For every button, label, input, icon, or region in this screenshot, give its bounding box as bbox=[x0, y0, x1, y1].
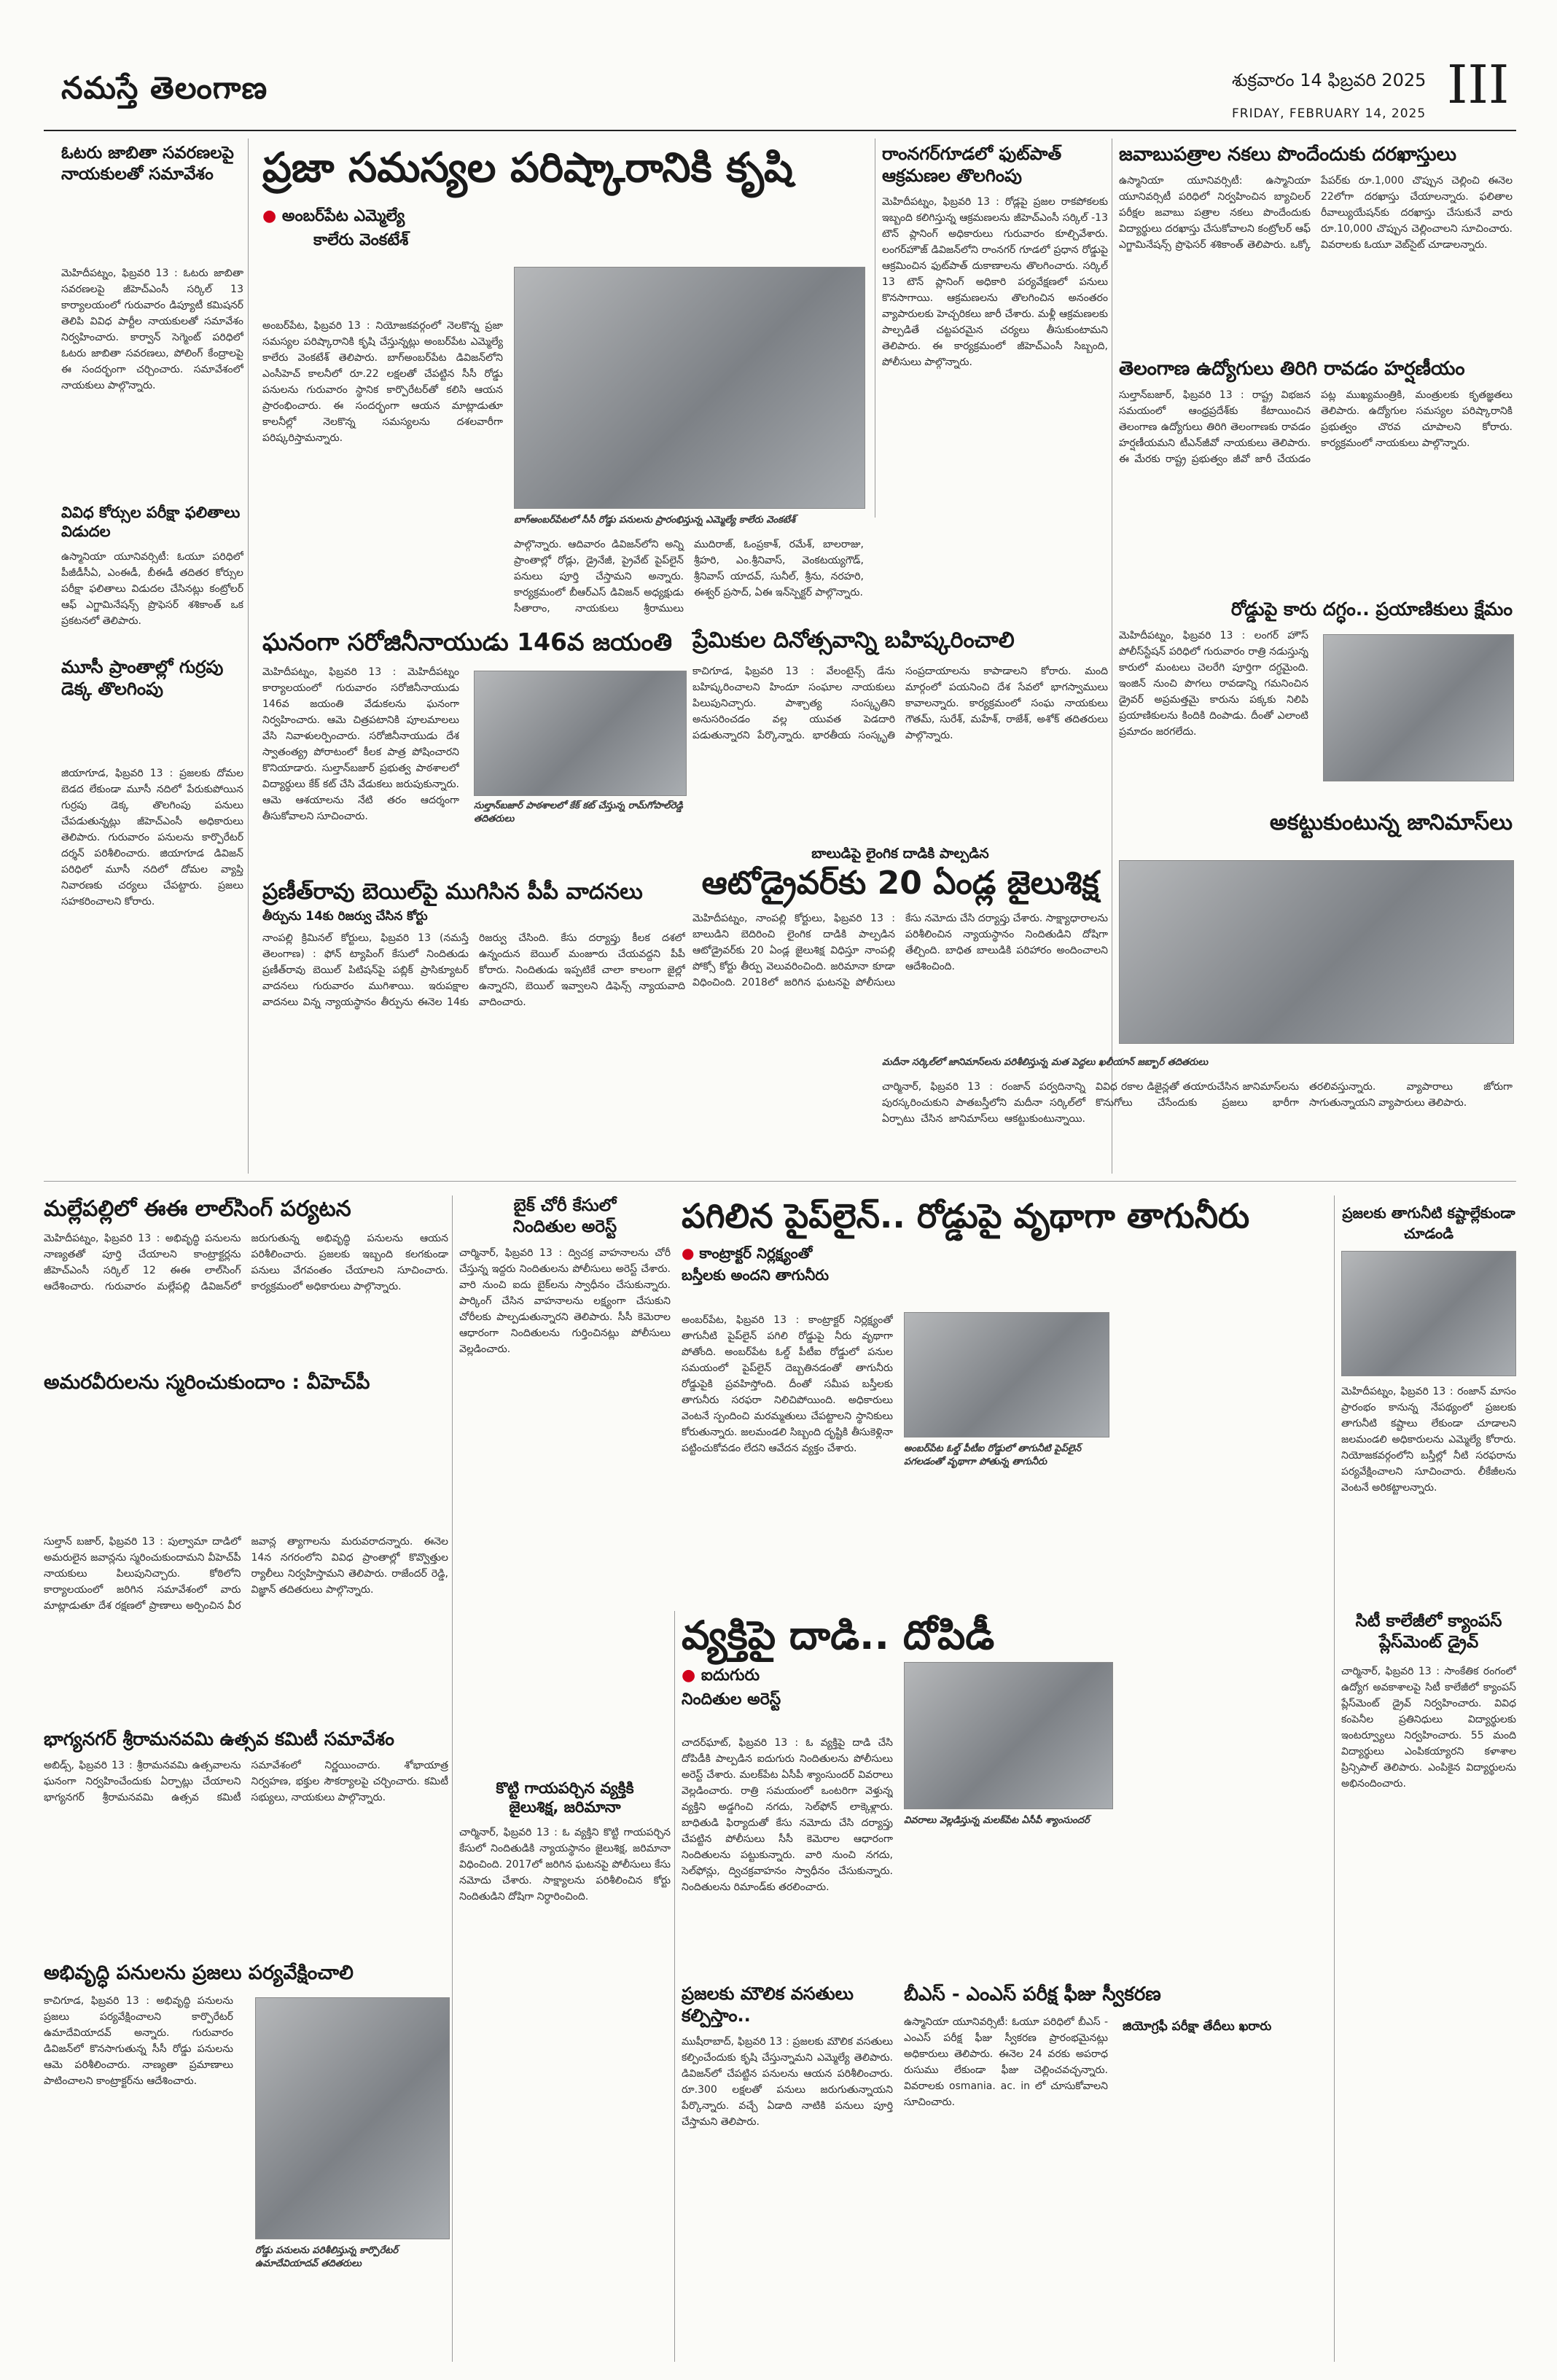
article-bsms bbox=[904, 1983, 1330, 2189]
article-body: ఉస్మానియా యూనివర్సిటీ: ఉస్మానియా యూనివర్సిటీ పరిధిలో నిర్వహించిన బ్యాచిలర్ పరీక్షల జవాబు పత్రాల నకలు పొందేందుకు విద్యార్థులు దరఖాస్తు చేసుకోవాలని కంట్రోలర్ ఆఫ్ ఎగ్జామినేషన్స్ ప్రొఫెసర్ శశికాంత్ తెలిపారు. ఒక్కో పేపర్‌కు రూ.1,000 చొప్పున చెల్లించి ఈనెల 22లోగా దరఖాస్తు చేయాలన్నారు. ఫలితాల రీవాల్యుయేషన్‌కు దరఖాస్తు చేసుకునే వారు రూ.10,000 చొప్పున చెల్లించాలని సూచించారు. వివరాలకు ఓయూ వెబ్‌సైట్ చూడాలన్నారు. bbox=[1119, 174, 1513, 251]
article-mallepally bbox=[44, 1195, 448, 1343]
photo-caption: అంబర్‌పేట ఓల్డ్ పీటీఐ రోడ్డులో తాగునీటి పైప్‌లైన్ పగలడంతో వృథాగా పోతున్న తాగునీరు bbox=[904, 1443, 1082, 1467]
article-body: కాచిగూడ, ఫిబ్రవరి 13 : అభివృద్ధి పనులను ప్రజలు పర్యవేక్షించాలని కార్పొరేటర్ ఉమాదేవియాదవ్ అన్నారు. గురువారం డివిజన్‌లో కొనసాగుతున్న సీసీ రోడ్డు పనులను ఆమె పరిశీలించారు. నాణ్యతా ప్రమాణాలు పాటించాలని కాంట్రాక్టర్‌ను ఆదేశించారు. bbox=[44, 1994, 233, 2087]
article-body: చార్మినార్, ఫిబ్రవరి 13 : ఓ వ్యక్తిని కొట్టి గాయపర్చిన కేసులో నిందితుడికి న్యాయస్థానం జైలుశిక్ష, జరిమానా విధించింది. 2017లో జరిగిన ఘటనపై పోలీసులు కేసు నమోదు చేశారు. సాక్ష్యాలను పరిశీలించిన కోర్టు నిందితుడిని దోషిగా నిర్ధారించింది. bbox=[459, 1826, 671, 1903]
article-body: మెహిదీపట్నం, ఫిబ్రవరి 13 : అభివృద్ధి పనులను నాణ్యతతో పూర్తి చేయాలని కాంట్రాక్టర్లను జీహెచ్ఎంసీ సర్కిల్ 12 ఈఈ లాల్‌సింగ్ ఆదేశించారు. గురువారం మల్లేపల్లి డివిజన్‌లో జరుగుతున్న అభివృద్ధి పనులను ఆయన పరిశీలించారు. ప్రజలకు ఇబ్బంది కలగకుండా పనులు వేగవంతం చేయాలని సూచించారు. కార్యక్రమంలో అధికారులు పాల్గొన్నారు. bbox=[44, 1232, 448, 1292]
article-pp bbox=[262, 878, 685, 1193]
byline: ● ఐదుగురు నిందితుల అరెస్ట్ bbox=[682, 1666, 781, 1709]
article-body: జియాగూడ, ఫిబ్రవరి 13 : ప్రజలకు దోమల బెడద లేకుండా మూసీ నదిలో పేరుకుపోయిన గుర్రపు డెక్క తొలగింపు పనులు చేపడుతున్నట్లు జీహెచ్ఎంసీ అధికారులు తెలిపారు. గురువారం పనులను కార్పొరేటర్ దర్శన్ పరిశీలించారు. జియాగూడ డివిజన్ పరిధిలో మూసీ నదిలో దోమల వ్యాప్తి నివారణకు చర్యలు చేపట్టారు. ప్రజలు సహకరించాలని కోరారు. bbox=[61, 768, 243, 908]
article-footpath bbox=[882, 143, 1108, 485]
byline: ● అంబర్‌పేట ఎమ్మెల్యే కాలేరు వెంకటేశ్ bbox=[262, 207, 409, 249]
main-headline: ప్రజా సమస్యల పరిష్కారానికి కృషి bbox=[262, 144, 793, 192]
article-valentines bbox=[692, 627, 1108, 853]
column-divider bbox=[674, 1611, 675, 2362]
article-body: చార్మినార్, ఫిబ్రవరి 13 : సాంకేతిక రంగంలో ఉద్యోగ అవకాశాలపై సిటీ కాలేజీలో క్యాంపస్ ప్లేస్‌మెంట్ డ్రైవ్ నిర్వహించారు. వివిధ కంపెనీల ప్రతినిధులు విద్యార్థులకు ఇంటర్వ్యూలు నిర్వహించారు. 55 మంది విద్యార్థులు ఎంపికయ్యారని కళాశాల ప్రిన్సిపాల్ తెలిపారు. ఎంపికైన విద్యార్థులను అభినందించారు. bbox=[1341, 1665, 1516, 1790]
article-body: చాదర్‌ఘాట్, ఫిబ్రవరి 13 : ఓ వ్యక్తిపై దాడి చేసి దోపిడీకి పాల్పడిన ఐదుగురు నిందితులను పోలీసులు అరెస్ట్ చేశారు. మలక్‌పేట ఏసీపీ శ్యాంసుందర్ వివరాలు వెల్లడించారు. రాత్రి సమయంలో ఒంటరిగా వెళ్తున్న వ్యక్తిని అడ్డగించి నగదు, సెల్‌ఫోన్ లాక్కెళ్లారు. బాధితుడి ఫిర్యాదుతో కేసు నమోదు చేసి దర్యాప్తు చేపట్టిన పోలీసులు సీసీ కెమెరాల ఆధారంగా నిందితులను పట్టుకున్నారు. వారి నుంచి నగదు, సెల్‌ఫోన్లు, ద్విచక్రవాహనం స్వాధీనం చేసుకున్నారు. నిందితులను రిమాండ్‌కు తరలించారు. bbox=[682, 1737, 893, 1893]
photo-sarojini bbox=[474, 671, 687, 796]
article-body: చార్మినార్, ఫిబ్రవరి 13 : ద్విచక్ర వాహనాలను చోరీ చేస్తున్న ఇద్దరు నిందితులను పోలీసులు అరెస్ట్ చేశారు. వారి నుంచి ఐదు బైక్‌లను స్వాధీనం చేసుకున్నారు. పార్కింగ్ చేసిన వాహనాలను లక్ష్యంగా చేసుకుని చోరీలకు పాల్పడుతున్నారని తెలిపారు. సీసీ కెమెరాల ఆధారంగా నిందితులను గుర్తించినట్లు పోలీసులు వెల్లడించారు. bbox=[459, 1246, 671, 1355]
photo-caption: బాగ్‌అంబర్‌పేటలో సీసీ రోడ్డు పనులను ప్రారంభిస్తున్న ఎమ్మెల్యే కాలేరు వెంకటేశ్ bbox=[514, 515, 796, 526]
article-musi bbox=[61, 656, 243, 1086]
article-employees bbox=[1119, 357, 1513, 588]
subhead: తీర్పును 14కు రిజర్వు చేసిన కోర్టు bbox=[262, 908, 428, 924]
headline: బీఎస్ - ఎంఎస్ పరీక్ష ఫీజు స్వీకరణ bbox=[904, 1983, 1161, 2005]
headline: జవాబుపత్రాల నకలు పొందేందుకు దరఖాస్తులు bbox=[1119, 144, 1456, 165]
bullet-icon: ● bbox=[682, 1666, 696, 1685]
headline: మల్లేపల్లిలో ఈఈ లాల్‌సింగ్ పర్యటన bbox=[44, 1196, 351, 1222]
masthead-name: నమస్తే తెలంగాణ bbox=[61, 70, 268, 106]
article-pipeline bbox=[682, 1195, 1330, 1467]
headline: ఆటోడ్రైవర్‌కు 20 ఏండ్ల జైలుశిక్ష bbox=[701, 864, 1099, 902]
article-sarojini bbox=[262, 627, 685, 883]
pull-quote: ప్రజలకు తాగునీటి కష్టాల్లేకుండా చూడండి bbox=[1342, 1204, 1515, 1242]
photo-caption: మదీనా సర్కిల్‌లో జానిమాస్‌లను పరిశీలిస్తున్న మత పెద్దలు ఖలీయాన్ జబ్బార్ తదితరులు bbox=[882, 1057, 1209, 1068]
article-answer-sheets bbox=[1119, 143, 1513, 329]
article-works bbox=[44, 1961, 448, 2269]
subhead: నిందితుల అరెస్ట్ bbox=[512, 1217, 617, 1236]
article-body: మెహిదీపట్నం, నాంపల్లి కోర్టులు, ఫిబ్రవరి 13 : బాలుడిని బెదిరించి లైంగిక దాడికి పాల్పడిన ఆటోడ్రైవర్‌కు 20 ఏండ్ల జైలుశిక్ష విధిస్తూ నాంపల్లి పోక్సో కోర్టు తీర్పు వెలువరించింది. జరిమానా కూడా విధించింది. 2018లో జరిగిన ఘటనపై పోలీసులు కేసు నమోదు చేసి దర్యాప్తు చేశారు. సాక్ష్యాధారాలను పరిశీలించిన న్యాయస్థానం నిందితుడిని దోషిగా తేల్చింది. బాధిత బాలుడికి పరిహారం అందించాలని ఆదేశించింది. bbox=[692, 912, 1108, 988]
photo-works bbox=[255, 1997, 450, 2239]
headline: ఘనంగా సరోజినీనాయుడు 146వ జయంతి bbox=[262, 628, 673, 656]
article-body: ఉస్మానియా యూనివర్సిటీ: ఓయూ పరిధిలో పీజీడీసీఏ, ఎంఈడీ, బీఈడీ తదితర కోర్సుల పరీక్షా ఫలితాలు విడుదల చేసినట్లు కంట్రోలర్ ఆఫ్ ఎగ్జామినేషన్స్ ప్రొఫెసర్ శశికాంత్ ఒక ప్రకటనలో తెలిపారు. bbox=[61, 550, 243, 627]
article-body: మెహిదీపట్నం, ఫిబ్రవరి 13 : లంగర్ హౌస్ పోలీస్‌స్టేషన్ పరిధిలో గురువారం రాత్రి నడుస్తున్న కారులో మంటలు చెలరేగి పూర్తిగా దగ్ధమైంది. ఇంజిన్ నుంచి పొగలు రావడాన్ని గమనించిన డ్రైవర్ అప్రమత్తమై కారును పక్కకు నిలిపి ప్రయాణికులను కిందికి దింపాడు. దీంతో ఎలాంటి ప్రమాదం జరగలేదు. bbox=[1119, 630, 1308, 738]
article-basic-amenities bbox=[682, 1983, 893, 2347]
subhead: జైలుశిక్ష, జరిమానా bbox=[509, 1798, 621, 1817]
header-date-english: FRIDAY, FEBRUARY 14, 2025 bbox=[1232, 106, 1427, 121]
column-divider bbox=[1334, 1195, 1335, 2362]
headline: బైక్ చోరీ కేసులో bbox=[513, 1196, 617, 1215]
article-body: చార్మినార్, ఫిబ్రవరి 13 : రంజాన్ పర్వదినాన్ని పురస్కరించుకుని పాతబస్తీలోని మదీనా సర్కిల్‌లో ఏర్పాటు చేసిన జానిమాస్‌లు ఆకట్టుకుంటున్నాయి. వివిధ రకాల డిజైన్లతో తయారుచేసిన జానిమాస్‌లను కొనుగోలు చేసేందుకు ప్రజలు భారీగా తరలివస్తున్నారు. వ్యాపారాలు జోరుగా సాగుతున్నాయని వ్యాపారులు తెలిపారు. bbox=[882, 1081, 1513, 1125]
article-body: ముషీరాబాద్, ఫిబ్రవరి 13 : ప్రజలకు మౌలిక వసతులు కల్పించేందుకు కృషి చేస్తున్నామని ఎమ్మెల్యే తెలిపారు. డివిజన్‌లో చేపట్టిన పనులను ఆయన పరిశీలించారు. రూ.300 లక్షలతో పనులు జరుగుతున్నాయని పేర్కొన్నారు. వచ్చే ఏడాది నాటికి పనులు పూర్తి చేస్తామని తెలిపారు. bbox=[682, 2036, 893, 2128]
headline: అమరవీరులను స్మరించుకుందాం : వీహెచ్‌పీ bbox=[44, 1371, 370, 1394]
headline: మూసీ ప్రాంతాల్లో గుర్రపు డెక్క తొలగింపు bbox=[61, 657, 224, 699]
article-body: అబిడ్స్, ఫిబ్రవరి 13 : శ్రీరామనవమి ఉత్సవాలను ఘనంగా నిర్వహించేందుకు ఏర్పాట్లు చేయాలని భాగ్యనగర్ శ్రీరామనవమి ఉత్సవ కమిటీ సమావేశంలో నిర్ణయించారు. శోభాయాత్ర నిర్వహణ, భక్తుల సౌకర్యాలపై చర్చించారు. కమిటీ సభ్యులు, నాయకులు పాల్గొన్నారు. bbox=[44, 1760, 448, 1804]
article-body: పాల్గొన్నారు. ఆదివారం డివిజన్‌లోని అన్ని ప్రాంతాల్లో రోడ్లు, డ్రైనేజీ, ప్రైవేట్ పైప్‌లైన్ పనులు పూర్తి చేస్తామని అన్నారు. కార్యక్రమంలో బీఆర్ఎస్ డివిజన్ అధ్యక్షుడు సీతారాం, నాయకులు శ్రీరాములు ముదిరాజ్, ఓంప్రకాశ్, రమేశ్, బాలరాజు, శ్రీహరి, ఎం.శ్రీనివాస్, వెంకటయ్యగౌడ్, శ్రీనివాస్ యాదవ్, సునీల్, శ్రీను, నరహరి, ఈశ్వర్ ప్రసాద్, ఏఈ ఇన్‌స్పెక్టర్ పాల్గొన్నారు. bbox=[514, 539, 864, 614]
article-body: సుల్తాన్ బజార్, ఫిబ్రవరి 13 : పుల్వామా దాడిలో అమరులైన జవాన్లను స్మరించుకుందామని వీహెచ్‌పీ నాయకులు పిలుపునిచ్చారు. కోఠిలోని కార్యాలయంలో జరిగిన సమావేశంలో వారు మాట్లాడుతూ దేశ రక్షణలో ప్రాణాలు అర్పించిన వీర జవాన్ల త్యాగాలను మరువరాదన్నారు. ఈనెల 14న నగరంలోని వివిధ ప్రాంతాల్లో కొవ్వొత్తుల ర్యాలీలు నిర్వహిస్తామని తెలిపారు. రాజేందర్ రెడ్డి, విజ్ఞాన్ తదితరులు పాల్గొన్నారు. bbox=[44, 1535, 448, 1612]
article-body: నాంపల్లి క్రిమినల్ కోర్టులు, ఫిబ్రవరి 13 (నమస్తే తెలంగాణ) : ఫోన్ ట్యాపింగ్ కేసులో నిందితుడు ప్రణీత్‌రావు బెయిల్ పిటిషన్‌పై పబ్లిక్ ప్రాసిక్యూటర్ వాదనలు గురువారం ముగిశాయి. ఇరుపక్షాల వాదనలు విన్న న్యాయస్థానం తీర్పును ఈనెల 14కు రిజర్వు చేసింది. కేసు దర్యాప్తు కీలక దశలో ఉన్నందున బెయిల్ మంజూరు చేయవద్దని పీపీ కోరారు. నిందితుడు ఇప్పటికే చాలా కాలంగా జైల్లో ఉన్నారని, బెయిల్ ఇవ్వాలని డిఫెన్స్ న్యాయవాది వాదించారు. bbox=[262, 932, 685, 1008]
headline: వ్యక్తిపై దాడి.. దోపిడీ bbox=[682, 1612, 995, 1658]
article-body: మెహిదీపట్నం, ఫిబ్రవరి 13 : మెహిదీపట్నం కార్యాలయంలో గురువారం సరోజినీనాయుడు 146వ జయంతి వేడుకలను ఘనంగా నిర్వహించారు. ఆమె చిత్రపటానికి పూలమాలలు వేసి నివాళులర్పించారు. సరోజినీనాయుడు దేశ స్వాతంత్య్ర పోరాటంలో కీలక పాత్ర పోషించారని కొనియాడారు. సుల్తాన్‌బజార్ ప్రభుత్వ పాఠశాలలో విద్యార్థులు కేక్ కట్ చేసి వేడుకలు జరుపుకున్నారు. ఆమె ఆశయాలను నేటి తరం ఆదర్శంగా తీసుకోవాలని సూచించారు. bbox=[262, 666, 459, 823]
article-campus bbox=[1341, 1611, 1516, 2319]
article-bike bbox=[459, 1195, 671, 1551]
photo-mla bbox=[514, 267, 865, 509]
article-body: సుల్తాన్‌బజార్, ఫిబ్రవరి 13 : రాష్ట్ర విభజన సమయంలో ఆంధ్రప్రదేశ్‌కు కేటాయించిన తెలంగాణ ఉద్యోగులు తిరిగి తెలంగాణకు రావడం హర్షణీయమని టీఎన్‌జీవో నాయకులు తెలిపారు. ఈ మేరకు రాష్ట్ర ప్రభుత్వం జీవో జారీ చేయడం పట్ల ముఖ్యమంత్రికి, మంత్రులకు కృతజ్ఞతలు తెలిపారు. ఉద్యోగుల సమస్యల పరిష్కారానికి ప్రభుత్వం చొరవ చూపాలని కోరారు. కార్యక్రమంలో నాయకులు పాల్గొన్నారు. bbox=[1119, 389, 1513, 465]
header-date-telugu: శుక్రవారం 14 ఫిబ్రవరి 2025 bbox=[1232, 70, 1427, 90]
article-courses bbox=[61, 503, 243, 658]
headline: ఆక్రమణల తొలగింపు bbox=[882, 165, 1022, 186]
article-jail bbox=[459, 1779, 671, 1985]
column-divider bbox=[248, 138, 249, 1174]
photo-caption: సుల్తాన్‌బజార్ పాఠశాలలో కేక్ కట్ చేస్తున్న రామ్‌గోపాల్‌రెడ్డి తదితరులు bbox=[474, 800, 683, 824]
article-quote bbox=[1341, 1203, 1516, 1573]
photo-car bbox=[1323, 634, 1514, 781]
article-body: అంబర్‌పేట, ఫిబ్రవరి 13 : నియోజకవర్గంలో నెలకొన్న ప్రజా సమస్యల పరిష్కారానికి కృషి చేస్తున్నట్లు అంబర్‌పేట ఎమ్మెల్యే కాలేరు వెంకటేశ్ తెలిపారు. బాగ్‌అంబర్‌పేట డివిజన్‌లోని ఎంసీహెచ్ కాలనీలో రూ.22 లక్షలతో చేపట్టిన సీసీ రోడ్డు పనులను గురువారం స్థానిక కార్పొరేటర్‌తో కలిసి ఆయన ప్రారంభించారు. ఈ సందర్భంగా ఆయన మాట్లాడుతూ కాలనీల్లో నెలకొన్న సమస్యలను దశలవారీగా పరిష్కరిస్తామన్నారు. bbox=[262, 320, 503, 444]
headline: తెలంగాణ ఉద్యోగులు తిరిగి రావడం హర్షణీయం bbox=[1119, 358, 1465, 380]
headline: ప్రణీత్‌రావు బెయిల్‌పై ముగిసిన పీపీ వాదనలు bbox=[262, 879, 643, 905]
photo-robbery bbox=[904, 1662, 1113, 1809]
article-body: మెహిదీపట్నం, ఫిబ్రవరి 13 : రోడ్లపై ప్రజల రాకపోకలకు ఇబ్బంది కలిగిస్తున్న ఆక్రమణలను జీహెచ్ఎంసీ సర్కిల్ -13 టౌన్ ప్లానింగ్ అధికారులు గురువారం కూల్చివేశారు. లంగర్‌హౌజ్ డివిజన్‌లోని రాంనగర్ గూడలో ప్రధాన రోడ్డుపై ఆక్రమించిన ఫుట్‌పాత్ దుకాణాలను తొలగించారు. సర్కిల్ 13 టౌన్ ప్లానింగ్ అధికారి పర్యవేక్షణలో పనులు కొనసాగాయి. ఆక్రమణలను తొలగించిన అనంతరం వ్యాపారులకు హెచ్చరికలు జారీ చేశారు. మళ్లీ ఆక్రమణలకు పాల్పడితే చట్టపరమైన చర్యలు తీసుకుంటామని తెలిపారు. ఈ కార్యక్రమంలో జీహెచ్ఎంసీ సిబ్బంది, పోలీసులు పాల్గొన్నారు. bbox=[882, 196, 1108, 368]
headline: ప్రజలకు మౌలిక వసతులు కల్పిస్తాం.. bbox=[682, 1983, 854, 2026]
headline: వివిధ కోర్సుల పరీక్షా ఫలితాలు విడుదల bbox=[61, 504, 241, 541]
page-number: III bbox=[1447, 54, 1510, 115]
headline: అభివృద్ధి పనులను ప్రజలు పర్యవేక్షించాలి bbox=[44, 1962, 354, 1984]
kicker: బాలుడిపై లైంగిక దాడికి పాల్పడిన bbox=[811, 846, 989, 862]
column-divider bbox=[452, 1195, 453, 2362]
headline: ప్రేమికుల దినోత్సవాన్ని బహిష్కరించాలి bbox=[692, 628, 1015, 653]
article-main bbox=[262, 143, 867, 614]
headline: రాంనగర్‌గూడలో ఫుట్‌పాత్ bbox=[882, 144, 1062, 164]
article-martyrs bbox=[44, 1370, 448, 1701]
headline: ఓటరు జాబితా సవరణలపై నాయకులతో సమావేశం bbox=[61, 144, 234, 184]
headline: కొట్టి గాయపర్చిన వ్యక్తికి bbox=[496, 1779, 634, 1797]
headline: సిటీ కాలేజీలో క్యాంపస్ ప్లేస్‌మెంట్ డ్రైవ్ bbox=[1355, 1612, 1502, 1652]
article-body: కాచిగూడ, ఫిబ్రవరి 13 : వేలంటైన్స్ డేను బహిష్కరించాలని హిందూ సంఘాల నాయకులు పిలుపునిచ్చారు. పాశ్చాత్య సంస్కృతిని అనుసరించడం వల్ల యువత పెడదారి పడుతున్నారని పేర్కొన్నారు. భారతీయ సంస్కృతి సంప్రదాయాలను కాపాడాలని కోరారు. మంది మార్గంలో పయనించి దేశ సేవలో భాగస్వాములు కావాలన్నారు. కార్యక్రమంలో సంఘ నాయకులు గౌతమ్, సురేశ్, మహేశ్, రాజేశ్, అశోక్ తదితరులు పాల్గొన్నారు. bbox=[692, 665, 1108, 741]
article-robbery bbox=[682, 1611, 1330, 1893]
article-body: అంబర్‌పేట, ఫిబ్రవరి 13 : కాంట్రాక్టర్ నిర్లక్ష్యంతో తాగునీటి పైప్‌లైన్ పగిలి రోడ్డుపై నీరు వృథాగా పోతోంది. అంబర్‌పేట ఓల్డ్ పీటీఐ రోడ్డులో పనుల సమయంలో పైప్‌లైన్ దెబ్బతినడంతో తాగునీరు రోడ్డుపైకి ప్రవహిస్తోంది. దీంతో సమీప బస్తీలకు తాగునీరు సరఫరా నిలిచిపోయింది. అధికారులు వెంటనే స్పందించి మరమ్మతులు చేపట్టాలని స్థానికులు కోరుతున్నారు. జలమండలి సిబ్బంది దృష్టికి తీసుకెళ్లినా పట్టించుకోవడం లేదని ఆవేదన వ్యక్తం చేశారు. bbox=[682, 1314, 893, 1454]
article-body: మెహిదీపట్నం, ఫిబ్రవరి 13 : రంజాన్ మాసం ప్రారంభం కానున్న నేపథ్యంలో ప్రజలకు తాగునీటి కష్టాలు లేకుండా చూడాలని జలమండలి అధికారులను ఎమ్మెల్యే కోరారు. నియోజకవర్గంలోని బస్తీల్లో నీటి సరఫరాను పర్యవేక్షించాలని సూచించారు. లీకేజీలను వెంటనే అరికట్టాలన్నారు. bbox=[1341, 1386, 1516, 1494]
article-car-fire bbox=[1119, 598, 1513, 773]
section-divider bbox=[44, 1181, 1516, 1182]
article-voter-list bbox=[61, 143, 243, 491]
article-body: ఉస్మానియా యూనివర్సిటీ: ఓయూ పరిధిలో బీఎస్ - ఎంఎస్ పరీక్ష ఫీజు స్వీకరణ ప్రారంభమైనట్లు అధికారులు తెలిపారు. ఈనెల 24 వరకు అపరాధ రుసుము లేకుండా ఫీజు చెల్లించవచ్చన్నారు. వివరాలకు osmania. ac. in లో చూసుకోవాలని సూచించారు. bbox=[904, 2016, 1108, 2108]
photo-caption: వివరాలు వెల్లడిస్తున్న మలక్‌పేట ఏసీపీ శ్యాంసుందర్ bbox=[904, 1815, 1090, 1826]
article-janimas bbox=[1119, 809, 1513, 837]
masthead-rule bbox=[44, 130, 1516, 131]
photo-quote bbox=[1341, 1251, 1516, 1376]
bullet-icon: ● bbox=[262, 207, 277, 225]
article-body: మెహిదీపట్నం, ఫిబ్రవరి 13 : ఓటరు జాబితా సవరణలపై జీహెచ్ఎంసీ సర్కిల్ 13 కార్యాలయంలో గురువారం డిప్యూటీ కమిషనర్ తెలిపి వివిధ పార్టీల నాయకులతో సమావేశం నిర్వహించారు. కార్వాన్ సెగ్మెంట్ పరిధిలో ఓటరు జాబితా సవరణలు, పోలింగ్ కేంద్రాలపై ఈ సందర్భంగా చర్చించారు. సమావేశంలో నాయకులు పాల్గొన్నారు. bbox=[61, 267, 243, 391]
headline: పగిలిన పైప్‌లైన్.. రోడ్డుపై వృథాగా తాగునీరు bbox=[682, 1196, 1250, 1236]
photo-janimas bbox=[1119, 860, 1514, 1044]
photo-pipeline bbox=[904, 1312, 1109, 1437]
bullet-icon: ● bbox=[682, 1244, 695, 1262]
byline: ● కాంట్రాక్టర్ నిర్లక్ష్యంతో బస్తీలకు అందని తాగునీరు bbox=[682, 1244, 830, 1284]
headline: అకట్టుకుంటున్న జానిమాస్‌లు bbox=[1269, 810, 1513, 835]
subhead: జియోగ్రఫీ పరీక్షా తేదీలు ఖరారు bbox=[1123, 2019, 1272, 2034]
article-sriramanavami bbox=[44, 1728, 448, 1925]
headline: భాగ్యనగర్ శ్రీరామనవమి ఉత్సవ కమిటీ సమావేశం bbox=[44, 1728, 394, 1749]
headline: రోడ్డుపై కారు దగ్ధం.. ప్రయాణికులు క్షేమం bbox=[1230, 598, 1513, 620]
photo-caption: రోడ్డు పనులను పరిశీలిస్తున్న కార్పొరేటర్ ఉమాదేవియాదవ్ తదితరులు bbox=[255, 2245, 399, 2269]
